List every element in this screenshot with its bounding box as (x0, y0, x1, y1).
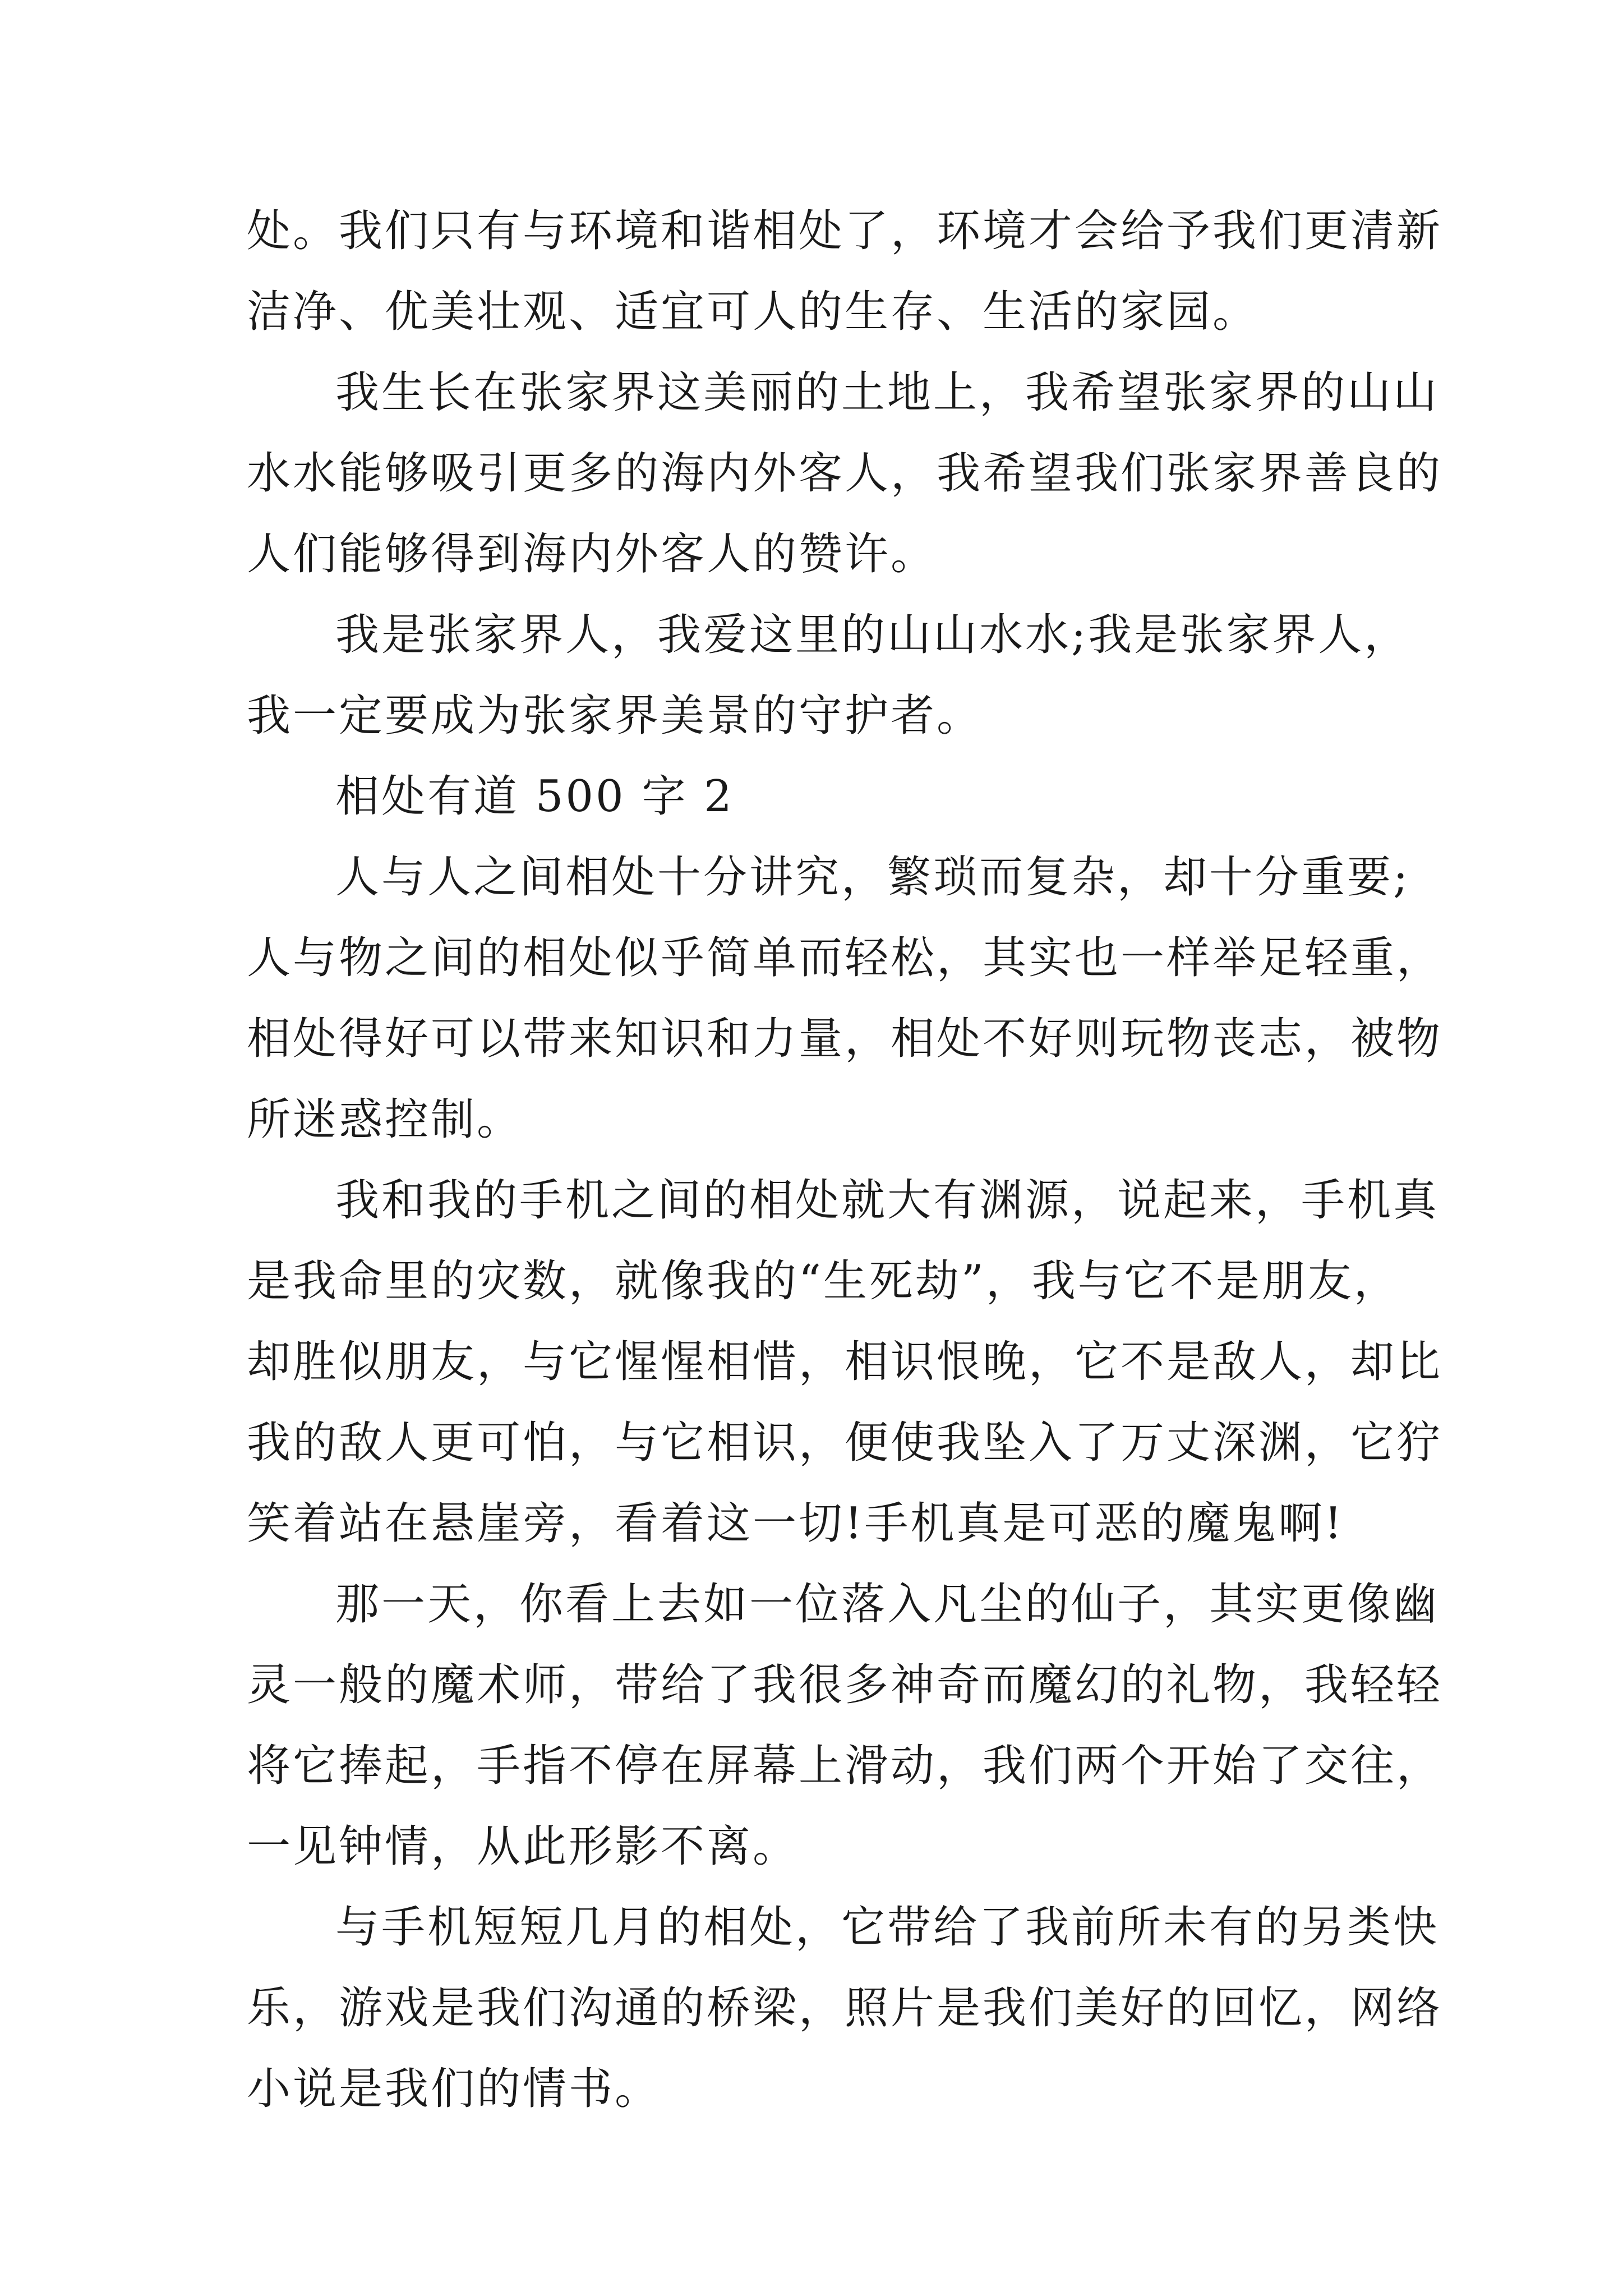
text-line: 相处得好可以带来知识和力量，相处不好则玩物丧志，被物 (247, 1014, 1443, 1064)
text-line: 笑着站在悬崖旁，看着这一切!手机真是可恶的魔鬼啊! (247, 1498, 1344, 1549)
text-line: 是我命里的灾数，就像我的“生死劫”，我与它不是朋友， (247, 1256, 1400, 1306)
text-line: 灵一般的魔术师，带给了我很多神奇而魔幻的礼物，我轻轻 (247, 1660, 1443, 1710)
text-line: 乐，游戏是我们沟通的桥梁，照片是我们美好的回忆，网络 (247, 1983, 1443, 2033)
text-line: 处。我们只有与环境和谐相处了，环境才会给予我们更清新 (247, 206, 1443, 256)
text-line: 我生长在张家界这美丽的土地上，我希望张家界的山山 (335, 367, 1440, 418)
text-line: 水水能够吸引更多的海内外客人，我希望我们张家界善良的 (247, 448, 1443, 499)
text-line: 所迷惑控制。 (247, 1094, 523, 1145)
text-line: 我和我的手机之间的相处就大有渊源，说起来，手机真 (335, 1175, 1440, 1226)
text-line: 却胜似朋友，与它惺惺相惜，相识恨晚，它不是敌人，却比 (247, 1337, 1443, 1387)
text-line: 人与人之间相处十分讲究，繁琐而复杂，却十分重要; (335, 852, 1410, 903)
text-line: 人们能够得到海内外客人的赞许。 (247, 529, 937, 579)
text-line: 洁净、优美壮观、适宜可人的生存、生活的家园。 (247, 287, 1259, 337)
text-line: 相处有道 500 字 2 (335, 771, 734, 822)
text-line: 一见钟情，从此形影不离。 (247, 1821, 799, 1872)
text-line: 小说是我们的情书。 (247, 2064, 661, 2114)
text-line: 我是张家界人，我爱这里的山山水水;我是张家界人， (335, 610, 1410, 660)
text-line: 那一天，你看上去如一位落入凡尘的仙子，其实更像幽 (335, 1579, 1440, 1630)
text-line: 人与物之间的相处似乎简单而轻松，其实也一样举足轻重， (247, 933, 1443, 983)
text-line: 我一定要成为张家界美景的守护者。 (247, 691, 983, 741)
text-line: 与手机短短几月的相处，它带给了我前所未有的另类快 (335, 1902, 1440, 1953)
text-line: 将它捧起，手指不停在屏幕上滑动，我们两个开始了交往， (247, 1741, 1443, 1791)
text-line: 我的敌人更可怕，与它相识，便使我坠入了万丈深渊，它狞 (247, 1418, 1443, 1468)
document-body (247, 191, 1443, 2129)
